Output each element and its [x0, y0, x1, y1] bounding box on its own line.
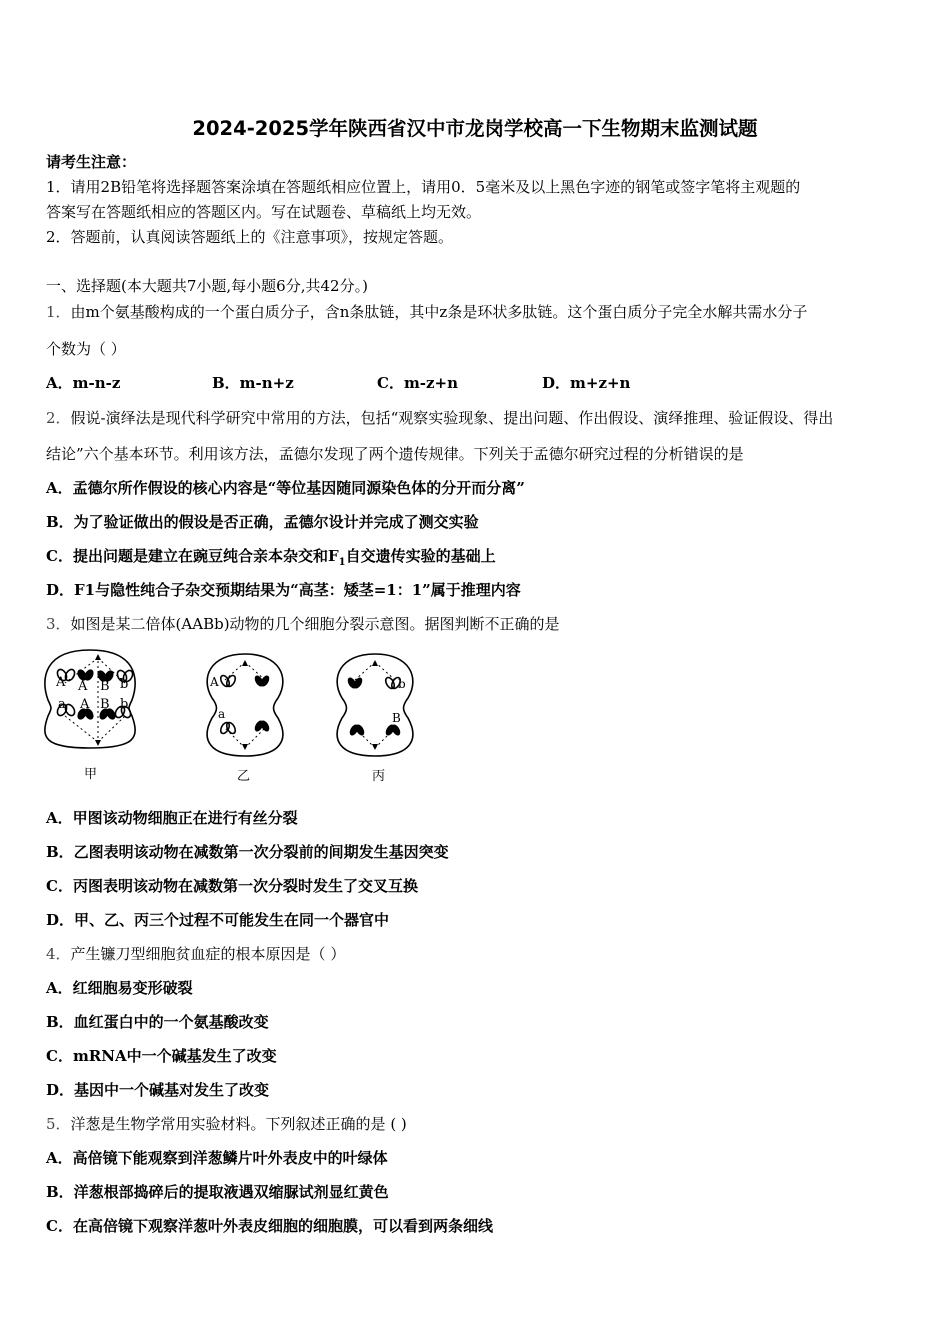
- q2-option-c-pre: C．提出问题是建立在豌豆纯合亲本杂交和F: [46, 547, 339, 565]
- q1-text-a: 由m个氨基酸构成的一个蛋白质分子，含n条肽链，其中z条是环状多肽链。这个蛋白质分子完全水解共需水分子: [70, 303, 808, 321]
- q4-text: 产生镰刀型细胞贫血症的根本原因是（ ）: [70, 945, 346, 963]
- jia-label-b2: b: [120, 697, 129, 712]
- jia-label-A3: A: [80, 697, 90, 712]
- q1-stem-line2: 个数为（ ）: [46, 340, 126, 358]
- q4-option-c: C．mRNA中一个碱基发生了改变: [46, 1047, 277, 1065]
- q1-option-d: D．m+z+n: [542, 374, 631, 392]
- jia-label-B1: B: [100, 679, 110, 694]
- q1-option-c: C．m-z+n: [377, 374, 459, 392]
- q3-option-d: D．甲、乙、丙三个过程不可能发生在同一个器官中: [46, 911, 390, 929]
- q1-option-b: B．m-n+z: [212, 374, 294, 392]
- q2-number: 2．: [46, 409, 71, 427]
- yi-label-A: A: [210, 675, 219, 689]
- notice-line-2: 2．答题前，认真阅读答题纸上的《注意事项》，按规定答题。: [46, 228, 454, 246]
- section-heading: 一、选择题(本大题共7小题,每小题6分,共42分。): [46, 277, 368, 295]
- q4-stem: [46, 944, 345, 964]
- cell-yi: [207, 654, 283, 756]
- yi-label-a: a: [218, 707, 226, 721]
- q2-option-c: [46, 546, 496, 573]
- cell-bing: [337, 654, 413, 756]
- notice-line-1b: 答案写在答题纸相应的答题区内。写在试题卷、草稿纸上均无效。: [46, 203, 482, 221]
- notice-line-1a: 1．请用2B铅笔将选择题答案涂填在答题纸相应位置上，请用0．5毫米及以上黑色字迹的钢笔或签字笔将主观题的: [46, 178, 801, 196]
- q4-option-a: A．红细胞易变形破裂: [46, 979, 193, 997]
- q5-number: 5．: [46, 1115, 71, 1133]
- q1-stem-line1: [46, 302, 807, 322]
- q5-option-a: A．高倍镜下能观察到洋葱鳞片叶外表皮中的叶绿体: [46, 1149, 388, 1167]
- q2-text-a: 假说-演绎法是现代科学研究中常用的方法，包括“观察实验现象、提出问题、作出假设、演绎推理、验证假设、得出: [70, 409, 834, 427]
- q2-stem-line1: [46, 408, 833, 428]
- q1-number: 1．: [46, 303, 71, 321]
- q5-stem: [46, 1114, 407, 1134]
- page-title: 2024-2025学年陕西省汉中市龙岗学校高一下生物期末监测试题: [192, 117, 758, 140]
- q2-option-c-sub: 1: [338, 557, 346, 568]
- jia-label-A1: A: [56, 675, 66, 690]
- q3-option-c: C．丙图表明该动物在减数第一次分裂时发生了交叉互换: [46, 877, 418, 895]
- q3-number: 3．: [46, 615, 71, 633]
- q3-text: 如图是某二倍体(AABb)动物的几个细胞分裂示意图。据图判断不正确的是: [70, 615, 560, 633]
- q2-stem-line2: 结论”六个基本环节。利用该方法，孟德尔发现了两个遗传规律。下列关于孟德尔研究过程的分析错误的是: [46, 445, 744, 463]
- bing-label-b: b: [398, 677, 406, 691]
- fig-caption-yi: 乙: [237, 769, 251, 784]
- q5-option-c: C．在高倍镜下观察洋葱叶外表皮细胞的细胞膜，可以看到两条细线: [46, 1217, 493, 1235]
- jia-label-A2: A: [78, 679, 88, 694]
- q3-stem: [46, 614, 560, 634]
- q5-text: 洋葱是生物学常用实验材料。下列叙述正确的是 ( ): [70, 1115, 407, 1133]
- jia-label-B2: B: [100, 697, 110, 712]
- q2-option-a: A．孟德尔所作假设的核心内容是“等位基因随同源染色体的分开而分离”: [46, 479, 525, 497]
- q4-option-b: B．血红蛋白中的一个氨基酸改变: [46, 1013, 269, 1031]
- q2-option-d: D．F1与隐性纯合子杂交预期结果为“高茎：矮茎=1：1”属于推理内容: [46, 581, 521, 599]
- q5-option-b: B．洋葱根部捣碎后的提取液遇双缩脲试剂显红黄色: [46, 1183, 389, 1201]
- q2-option-b: B．为了验证做出的假设是否正确，孟德尔设计并完成了测交实验: [46, 513, 479, 531]
- q4-option-d: D．基因中一个碱基对发生了改变: [46, 1081, 270, 1099]
- q4-number: 4．: [46, 945, 71, 963]
- fig-caption-jia: 甲: [84, 767, 98, 782]
- fig-caption-bing: 丙: [372, 769, 386, 784]
- bing-label-B: B: [392, 711, 401, 725]
- cell-division-figure: [40, 648, 420, 788]
- notice-heading: 请考生注意：: [46, 153, 137, 171]
- jia-label-a1: a: [58, 697, 66, 712]
- jia-label-b1: b: [120, 677, 129, 692]
- cell-bing-dark-chromosomes: [346, 660, 402, 750]
- q3-option-a: A．甲图该动物细胞正在进行有丝分裂: [46, 809, 298, 827]
- q2-option-c-post: 自交遗传实验的基础上: [345, 547, 496, 565]
- q1-option-a: A．m-n-z: [46, 374, 121, 392]
- q3-option-b: B．乙图表明该动物在减数第一次分裂前的间期发生基因突变: [46, 843, 449, 861]
